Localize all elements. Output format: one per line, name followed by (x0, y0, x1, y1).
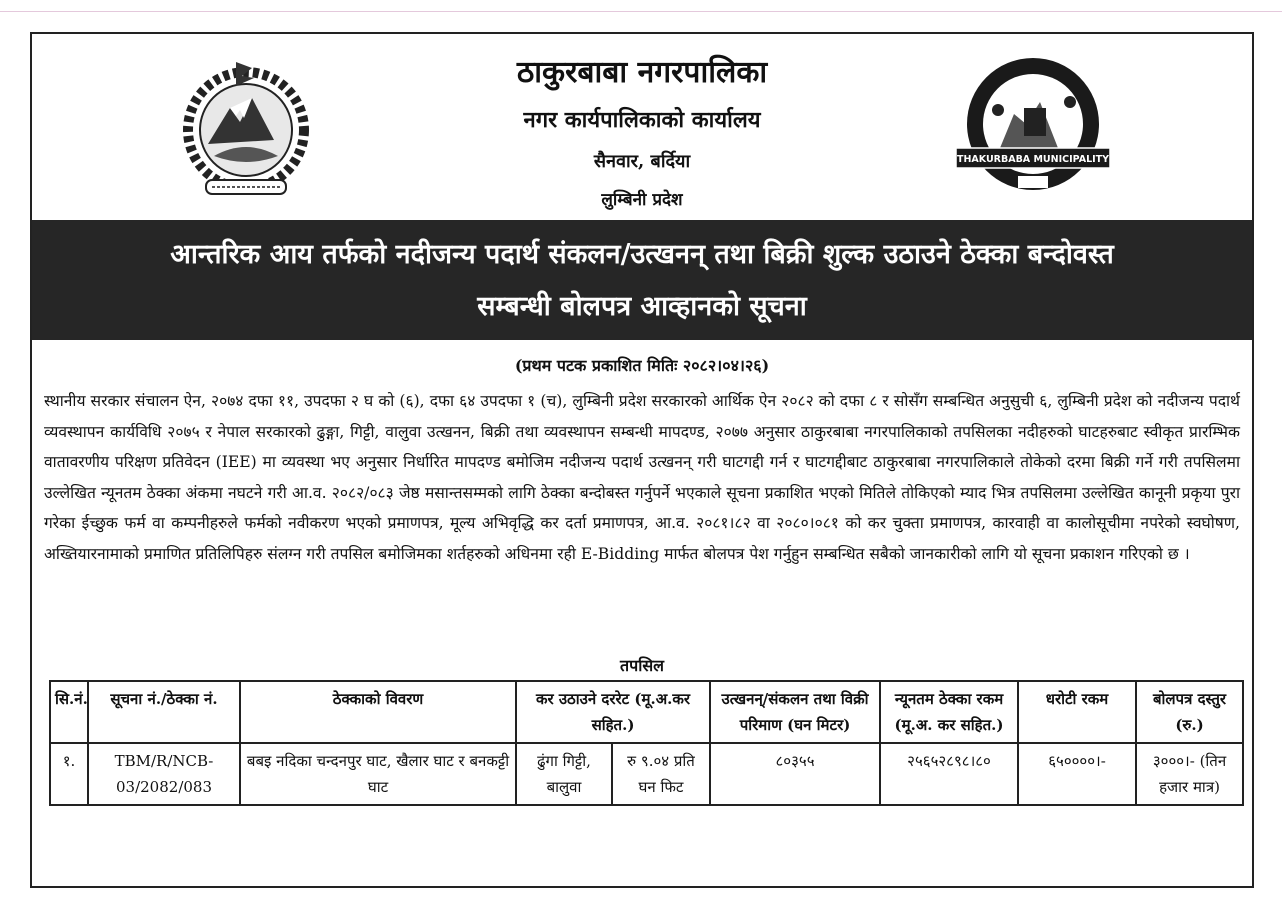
cell-deposit: ६५००००।- (1018, 743, 1136, 805)
province-name: लुम्बिनी प्रदेश (601, 190, 683, 210)
header-fee: बोलपत्र दस्तुर (रु.) (1136, 681, 1243, 743)
header-notice-no: सूचना नं./ठेक्का नं. (88, 681, 240, 743)
notice-title-banner (32, 220, 1252, 340)
cell-material: ढुंगा गिट्टी, बालुवा (516, 743, 612, 805)
cell-min-amount: २५६५२८९८।८० (880, 743, 1018, 805)
cell-quantity: ८०३५५ (710, 743, 880, 805)
header-description: ठेक्काको विवरण (240, 681, 516, 743)
cell-fee: ३०००।- (तिन हजार मात्र) (1136, 743, 1243, 805)
table-header-row (50, 681, 1243, 743)
notice-body: स्थानीय सरकार संचालन ऐन, २०७४ दफा ११, उपदफा २ घ को (६), दफा ६४ उपदफा १ (च), लुम्बिनी प्रदेश सरकारको आर्थिक ऐन २०८२ को दफा ८ र सोसँग सम्बन्धित अनुसुची ६, लुम्बिनी प्रदेश को नदीजन्य पदार्थ व्यवस्थापन कार्यविधि २०७५ र नेपाल सरकारको ढुङ्गा, गिट्टी, वालुवा उत्खनन, बिक्री तथा व्यवस्थापन सम्बन्धी मापदण्ड, २०७७ अनुसार ठाकुरबाबा नगरपालिकाको तपसिलका नदीहरुको घाटहरुबाट स्वीकृत प्रारम्भिक वातावरणीय परिक्षण प्रतिवेदन (IEE) मा व्यवस्था भए अनुसार निर्धारित मापदण्ड बमोजिम नदीजन्य पदार्थ उत्खनन् गरी घाटगद्दी गर्न र घाटगद्दीबाट ठाकुरबाबा नगरपालिकाले तोकेको दरमा बिक्री गर्ने गरी तपसिलमा उल्लेखित न्यूनतम ठेक्का अंकमा नघटने गरी आ.व. २०८२/०८३ जेष्ठ मसान्तसम्मको लागि ठेक्का बन्दोबस्त गर्नुपर्ने भएकाले सूचना प्रकाशित भएको मितिले तोकिएको म्याद भित्र तपसिलमा उल्लेखित कानूनी प्रकृया पुरा गरेका ईच्छुक फर्म वा कम्पनीहरुले फर्मको नवीकरण भएको प्रमाणपत्र, मूल्य अभिवृद्धि कर दर्ता प्रमाणपत्र, आ.व. २०८१।८२ वा २०८०।०८१ को कर चुक्ता प्रमाणपत्र, कारवाही वा कालोसूचीमा नपरेको स्वघोषण, अख्तियारनामाको प्रमाणित प्रतिलिपिहरु संलग्न गरी तपसिल बमोजिमका शर्तहरुको अधिनमा रही E-Bidding मार्फत बोलपत्र पेश गर्नुहुन सम्बन्धित सबैको जानकारीको लागि यो सूचना प्रकाशन गरिएको छ । (44, 392, 1240, 563)
header-deposit: धरोटी रकम (1018, 681, 1136, 743)
cell-rate: रु ९.०४ प्रति घन फिट (612, 743, 710, 805)
table-row (50, 743, 1243, 805)
notice-header (32, 34, 1252, 222)
cell-description: बबइ नदिका चन्दनपुर घाट, खैलार घाट र बनकट्टी घाट (240, 743, 516, 805)
logo-banner-text: THAKURBABA MUNICIPALITY (956, 154, 1110, 165)
office-location: सैनवार, बर्दिया (593, 151, 691, 172)
notice-frame (30, 32, 1254, 888)
office-name: नगर कार्यपालिकाको कार्यालय (523, 107, 761, 133)
header-min-amount: न्यूनतम ठेक्का रकम (मू.अ. कर सहित.) (880, 681, 1018, 743)
notice-title-line2: सम्बन्धी बोलपत्र आव्हानको सूचना (477, 291, 807, 322)
header-quantity: उत्खनन्/संकलन तथा विक्री परिमाण (घन मिटर) (710, 681, 880, 743)
municipality-logo-icon (950, 52, 1116, 202)
cell-sn: १. (50, 743, 88, 805)
cell-notice-no: TBM/R/NCB-03/2082/083 (88, 743, 240, 805)
published-date: (प्रथम पटक प्रकाशित मितिः २०८२।०४।२६) (514, 356, 770, 375)
header-sn: सि.नं. (50, 681, 88, 743)
notice-title-line1: आन्तरिक आय तर्फको नदीजन्य पदार्थ संकलन/उत्खनन् तथा बिक्री शुल्क उठाउने ठेक्का बन्दोवस्त (170, 239, 1114, 270)
header-rate: कर उठाउने दररेट (मू.अ.कर सहित.) (516, 681, 710, 743)
nepal-emblem-icon (178, 52, 314, 202)
top-divider (0, 11, 1282, 12)
schedule-title: तपसिल (619, 656, 665, 675)
schedule-table (49, 680, 1244, 806)
municipality-name: ठाकुरबाबा नगरपालिका (516, 55, 768, 90)
